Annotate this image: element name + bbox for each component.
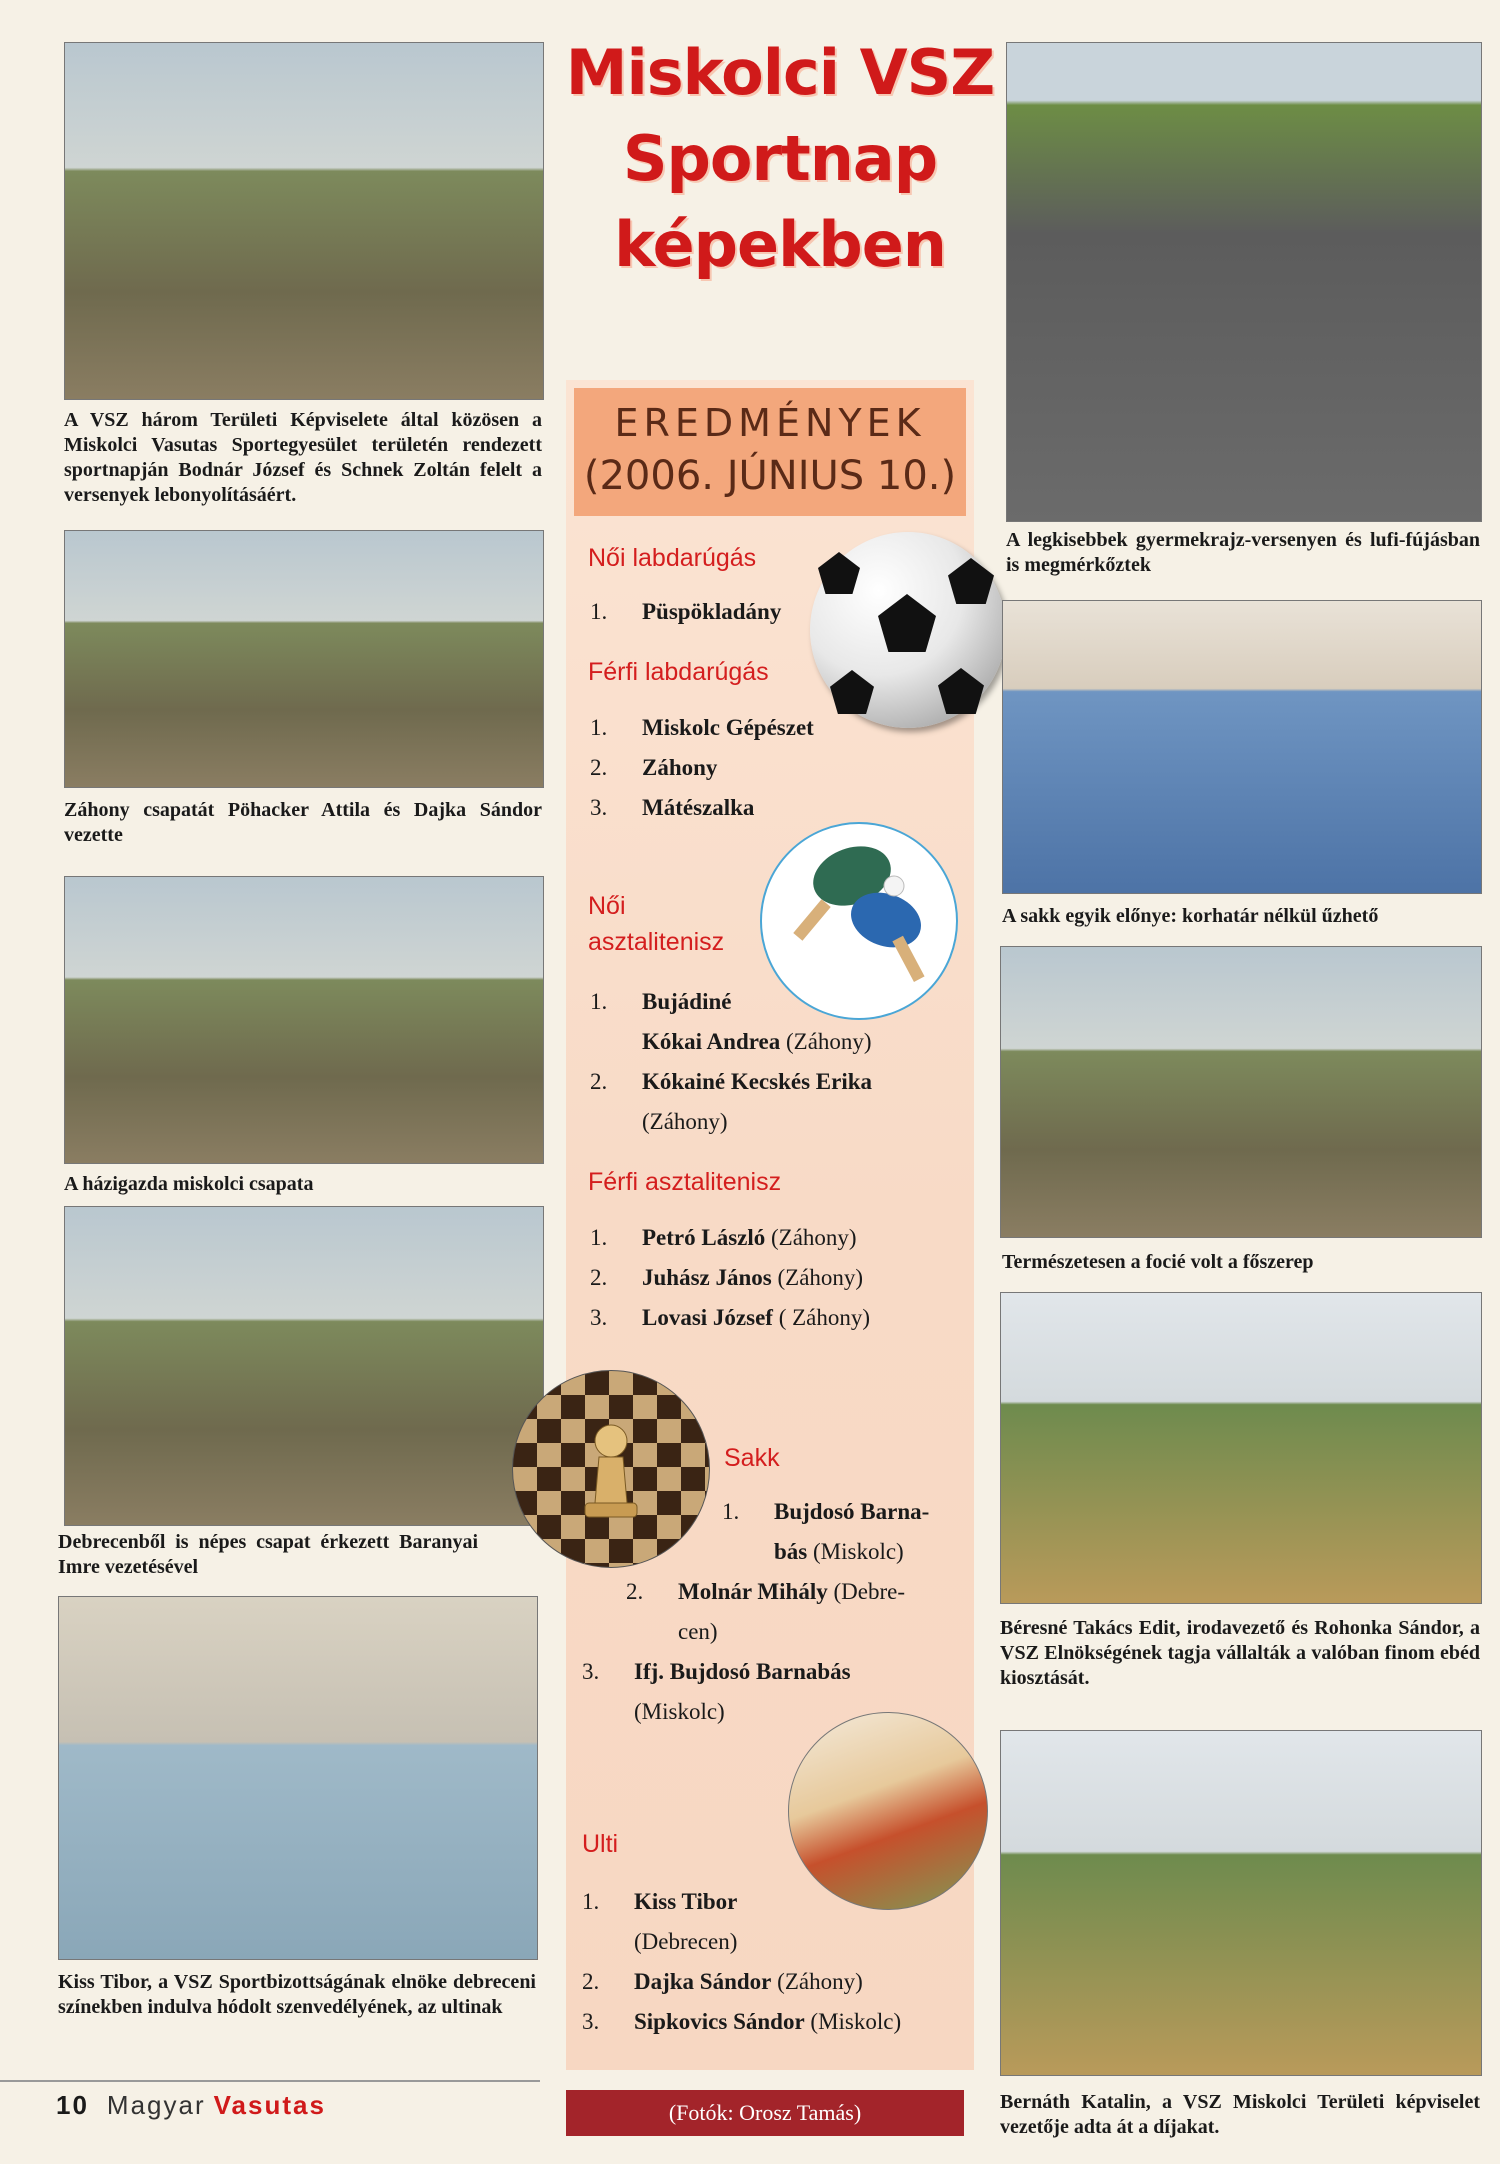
photo-miskolc-team (64, 876, 544, 1164)
photo-card-game (58, 1596, 538, 1960)
caption-left-2: Záhony csapatát Pöhacker Attila és Dajka Sándor vezette (64, 799, 542, 846)
chess-pawn-icon (512, 1370, 710, 1568)
magazine-brand: Vasutas (213, 2090, 326, 2120)
photo-debrecen-team (64, 1206, 544, 1526)
caption-right-1: A legkisebbek gyermekrajz-versenyen és lufi-fújásban is megmérkőztek (1006, 529, 1480, 576)
photo-award-ceremony (1000, 1730, 1482, 2076)
category-womens-football: Női labdarúgás (588, 544, 757, 572)
caption-right-5: Bernáth Katalin, a VSZ Miskolci Területi képviselet vezetője adta át a díjakat. (1000, 2091, 1480, 2138)
result-item: 3. Lovasi József ( Záhony) (590, 1305, 871, 1330)
caption-left-5: Kiss Tibor, a VSZ Sportbizottságának elnöke debreceni színekben indulva hódolt szenvedélyének, az ultinak (58, 1971, 536, 2018)
result-item: 1. Kiss Tibor (582, 1889, 738, 1914)
results-date: (2006. JÚNIUS 10.) (583, 453, 957, 499)
football-icon (810, 532, 1006, 728)
caption-left-4: Debrecenből is népes csapat érkezett Baranyai Imre vezetésével (58, 1531, 478, 1578)
result-item: 1. Püspökladány (590, 599, 782, 624)
result-item: 3. Mátészalka (590, 795, 755, 820)
category-ulti: Ulti (582, 1830, 619, 1858)
caption-right-4: Béresné Takács Edit, irodavezető és Rohonka Sándor, a VSZ Elnökségének tagja vállalták a valóban finom ebéd kiosztását. (1000, 1617, 1480, 1689)
result-item: 1. Bujdosó Barna- (722, 1499, 930, 1524)
result-item: 2. Juhász János (Záhony) (590, 1265, 864, 1290)
footer-rule (0, 2080, 540, 2082)
photo-football-match (1000, 946, 1482, 1238)
result-item: bás (Miskolc) (774, 1539, 904, 1564)
result-item: (Záhony) (642, 1109, 728, 1134)
result-item: 2. Kókainé Kecskés Erika (590, 1069, 873, 1094)
photo-credit-bar: (Fotók: Orosz Tamás) (566, 2090, 964, 2136)
photo-lunch-serving (1000, 1292, 1482, 1604)
result-item: 1. Miskolc Gépészet (590, 715, 814, 740)
photo-opening-speech (64, 42, 544, 400)
page-number: 10 (56, 2090, 89, 2120)
category-mens-football: Férfi labdarúgás (588, 658, 769, 686)
category-womens-table-tennis: Női asztalitenisz (588, 892, 725, 956)
results-title: EREDMÉNYEK (614, 401, 926, 445)
result-item: 3. Ifj. Bujdosó Barnabás (582, 1659, 851, 1684)
caption-left-3: A házigazda miskolci csapata (64, 1173, 314, 1195)
result-item: 3. Sipkovics Sándor (Miskolc) (582, 2009, 902, 2034)
table-tennis-icon (760, 822, 958, 1020)
playing-card-icon (788, 1712, 988, 1910)
category-chess: Sakk (724, 1444, 780, 1472)
photo-chess-players (1002, 600, 1482, 894)
result-item: 1. Petró László (Záhony) (590, 1225, 857, 1250)
result-item: (Miskolc) (634, 1699, 725, 1724)
result-item: 2. Záhony (590, 755, 718, 780)
result-item: 2. Dajka Sándor (Záhony) (582, 1969, 863, 1994)
category-mens-table-tennis: Férfi asztalitenisz (588, 1168, 782, 1196)
results-header (574, 388, 966, 516)
title-line-3: képekben (614, 208, 946, 281)
caption-left-1: A VSZ három Területi Képviselete által közösen a Miskolci Vasutas Sportegyesület területén rendezett sportnapján Bodnár József és Schnek Zoltán felelt a versenyek lebonyolításáért. (64, 409, 542, 506)
result-item: Kókai Andrea (Záhony) (642, 1029, 872, 1054)
title-line-1: Miskolci VSZ (565, 36, 995, 109)
caption-right-2: A sakk egyik előnye: korhatár nélkül űzhető (1002, 905, 1379, 927)
caption-right-3: Természetesen a focié volt a főszerep (1002, 1251, 1314, 1273)
result-item: (Debrecen) (634, 1929, 738, 1954)
title-line-2: Sportnap (622, 122, 938, 195)
result-item: cen) (678, 1619, 718, 1644)
photo-children-drawing (1006, 42, 1482, 522)
magazine-name: Magyar (106, 2090, 206, 2120)
result-item: 2. Molnár Mihály (Debre- (626, 1579, 905, 1604)
page-footer (56, 2090, 326, 2121)
result-item: 1. Bujádiné (590, 989, 732, 1014)
photo-zahony-team (64, 530, 544, 788)
page-title (560, 30, 1000, 288)
